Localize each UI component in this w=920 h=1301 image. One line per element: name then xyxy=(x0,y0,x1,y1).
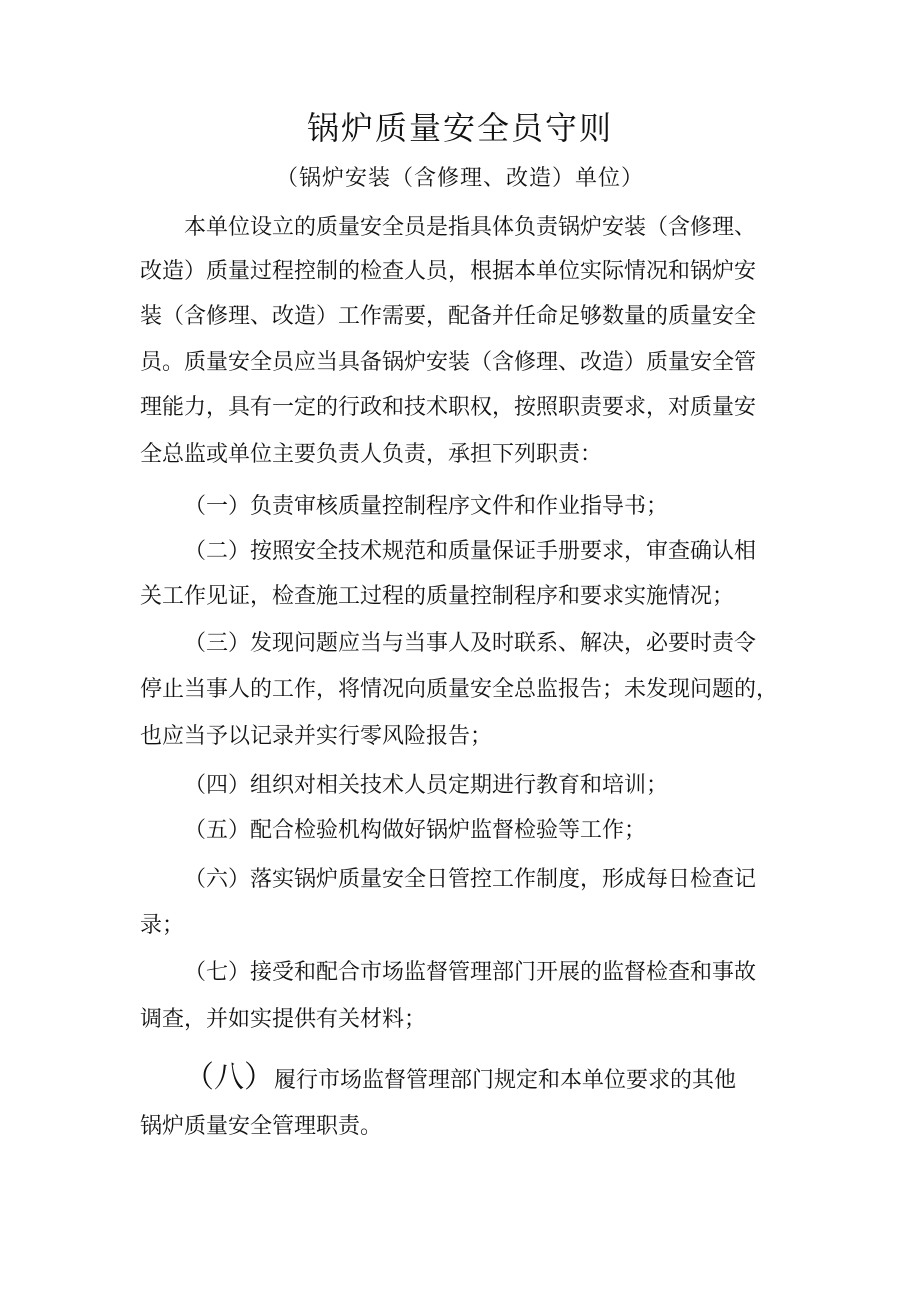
duty-item-8-line xyxy=(184,1062,736,1097)
duty-item-line: 调查，并如实提供有关材料； xyxy=(140,1007,427,1032)
intro-line: 装（含修理、改造）工作需要，配备并任命足够数量的质量安全 xyxy=(140,304,757,329)
document-subtitle: （锅炉安装（含修理、改造）单位） xyxy=(275,166,644,191)
document-title: 锅炉质量安全员守则 xyxy=(306,109,613,147)
duty-item-line: 锅炉质量安全管理职责。 xyxy=(140,1114,383,1139)
duty-item-line: （五）配合检验机构做好锅炉监督检验等工作； xyxy=(184,818,647,843)
intro-line: 全总监或单位主要负责人负责，承担下列职责： xyxy=(140,442,603,467)
duty-item-line: （四）组织对相关技术人员定期进行教育和培训； xyxy=(184,773,669,798)
duty-item-line: （七）接受和配合市场监督管理部门开展的监督检查和事故 xyxy=(184,960,757,985)
intro-line: 改造）质量过程控制的检查人员，根据本单位实际情况和锅炉安 xyxy=(140,259,757,284)
duty-item-line: 停止当事人的工作，将情况向质量安全总监报告；未发现问题的， xyxy=(140,677,779,702)
duty-item-line: （三）发现问题应当与当事人及时联系、解决，必要时责令 xyxy=(184,631,757,656)
duty-item-line: （六）落实锅炉质量安全日管控工作制度，形成每日检查记 xyxy=(184,867,757,892)
intro-line: 理能力，具有一定的行政和技术职权，按照职责要求，对质量安 xyxy=(140,395,757,420)
duty-item-8-text: 履行市场监督管理部门规定和本单位要求的其他 xyxy=(274,1068,737,1093)
duty-item-line: 录； xyxy=(140,913,185,938)
duty-item-8-marker: （八） xyxy=(184,1060,274,1095)
duty-item-line: （二）按照安全技术规范和质量保证手册要求，审查确认相 xyxy=(184,539,757,564)
intro-line: 员。质量安全员应当具备锅炉安装（含修理、改造）质量安全管 xyxy=(140,350,757,375)
intro-line: 本单位设立的质量安全员是指具体负责锅炉安装（含修理、 xyxy=(184,215,757,240)
duty-item-line: 关工作见证，检查施工过程的质量控制程序和要求实施情况； xyxy=(140,584,735,609)
duty-item-line: 也应当予以记录并实行零风险报告； xyxy=(140,724,493,749)
duty-item-line: （一）负责审核质量控制程序文件和作业指导书； xyxy=(184,494,669,519)
